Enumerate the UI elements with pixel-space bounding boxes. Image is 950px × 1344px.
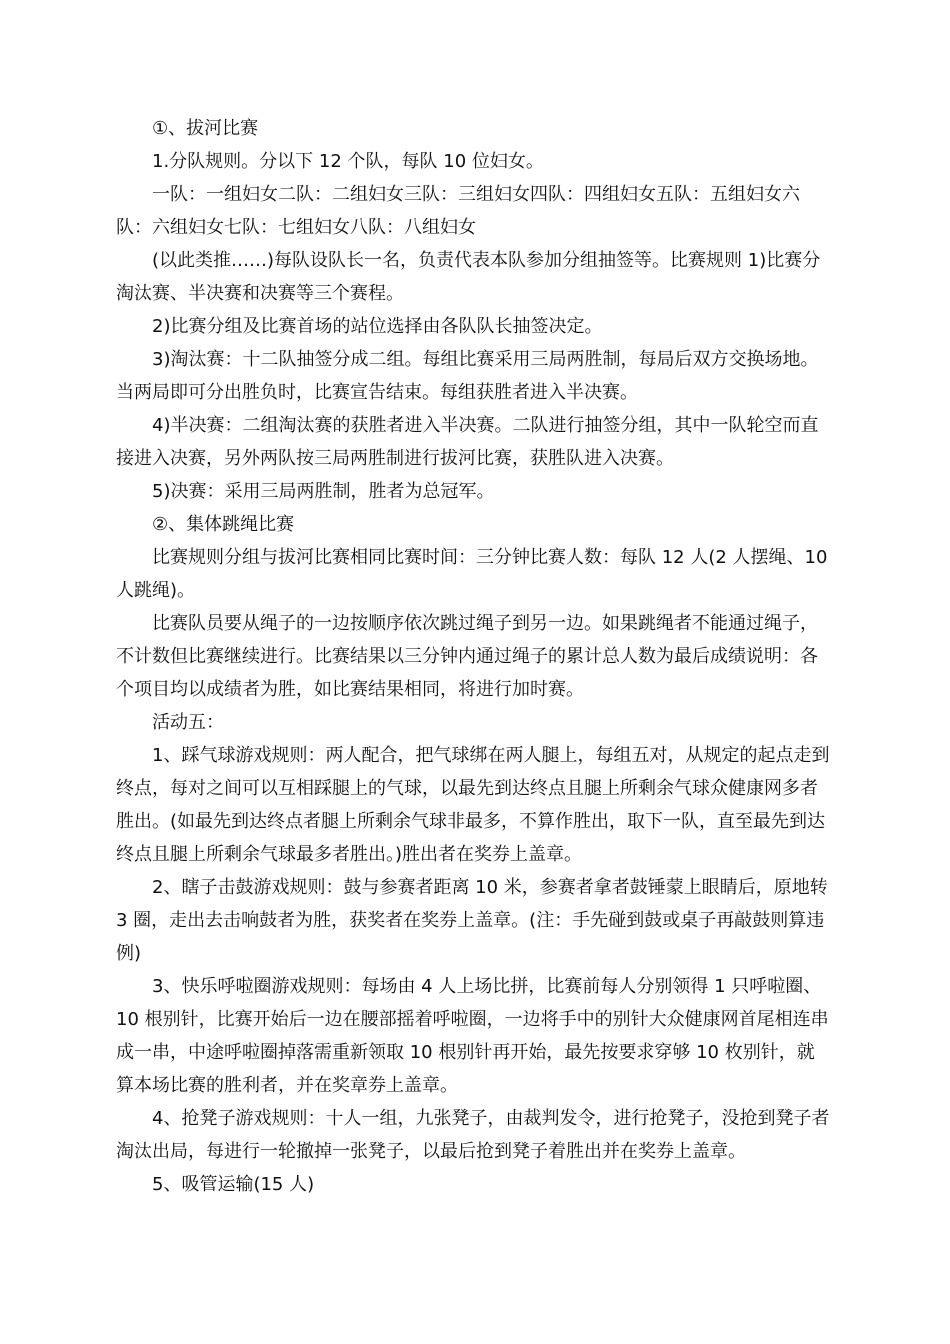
paragraph-captain-rules: (以此类推……)每队设队长一名，负责代表本队参加分组抽签等。比赛规则 1)比赛分淘汰赛、半决赛和决赛等三个赛程。 xyxy=(116,250,821,304)
paragraph-final: 5)决赛：采用三局两胜制，胜者为总冠军。 xyxy=(152,481,495,502)
paragraph-semifinal: 4)半决赛：二组淘汰赛的获胜者进入半决赛。二队进行抽签分组，其中一队轮空而直接进入决赛，另外两队按三局两胜制进行拔河比赛，获胜队进入决赛。 xyxy=(116,415,819,469)
paragraph-elimination: 3)淘汰赛：十二队抽签分成二组。每组比赛采用三局两胜制，每局后双方交换场地。当两局即可分出胜负时，比赛宣告结束。每组获胜者进入半决赛。 xyxy=(116,349,819,403)
paragraph-draw-rules: 2)比赛分组及比赛首场的站位选择由各队队长抽签决定。 xyxy=(152,316,603,337)
heading-activity-five: 活动五： xyxy=(152,712,224,733)
document-body xyxy=(116,112,832,1201)
paragraph-musical-chairs-game: 4、抢凳子游戏规则：十人一组，九张凳子，由裁判发令，进行抢凳子，没抢到凳子者淘汰出局，每进行一轮撤掉一张凳子，以最后抢到凳子着胜出并在奖券上盖章。 xyxy=(116,1108,830,1162)
paragraph-team-rules: 1.分队规则。分以下 12 个队，每队 10 位妇女。 xyxy=(152,151,544,172)
paragraph-hula-hoop-game: 3、快乐呼啦圈游戏规则：每场由 4 人上场比拼，比赛前每人分别领得 1 只呼啦圈、10 根别针，比赛开始后一边在腰部摇着呼啦圈，一边将手中的别针大众健康网首尾相连串成一串，中途呼啦圈掉落需重新领取 10 根别针再开始，最先按要求穿够 10 枚别针，就算本场比赛的胜利者，并在奖章券上盖章。 xyxy=(116,976,829,1096)
paragraph-blind-drum-game: 2、瞎子击鼓游戏规则：鼓与参赛者距离 10 米，参赛者拿者鼓锤蒙上眼睛后，原地转 3 圈，走出去击响鼓者为胜，获奖者在奖券上盖章。(注：手先碰到鼓或桌子再敲鼓则算违例) xyxy=(116,877,834,964)
paragraph-team-list: 一队：一组妇女二队：二组妇女三队：三组妇女四队：四组妇女五队：五组妇女六队：六组妇女七队：七组妇女八队：八组妇女 xyxy=(116,184,800,238)
paragraph-straw-transport: 5、吸管运输(15 人) xyxy=(152,1174,315,1195)
paragraph-jump-rope-rules: 比赛规则分组与拔河比赛相同比赛时间：三分钟比赛人数：每队 12 人(2 人摆绳、10 人跳绳)。 xyxy=(116,547,834,601)
paragraph-balloon-game: 1、踩气球游戏规则：两人配合，把气球绑在两人腿上，每组五对，从规定的起点走到终点，每对之间可以互相踩腿上的气球，以最先到达终点且腿上所剩余气球众健康网多者胜出。(如最先到达终点者腿上所剩余气球非最多，不算作胜出，取下一队，直至最先到达终点且腿上所剩余气球最多者胜出。)胜出者在奖券上盖章。 xyxy=(116,745,830,865)
heading-tug-of-war: ①、拔河比赛 xyxy=(152,118,259,139)
paragraph-jump-rope-scoring: 比赛队员要从绳子的一边按顺序依次跳过绳子到另一边。如果跳绳者不能通过绳子，不计数但比赛继续进行。比赛结果以三分钟内通过绳子的累计总人数为最后成绩说明：各个项目均以成绩者为胜，如比赛结果相同，将进行加时赛。 xyxy=(116,613,818,700)
heading-jump-rope: ②、集体跳绳比赛 xyxy=(152,514,295,535)
